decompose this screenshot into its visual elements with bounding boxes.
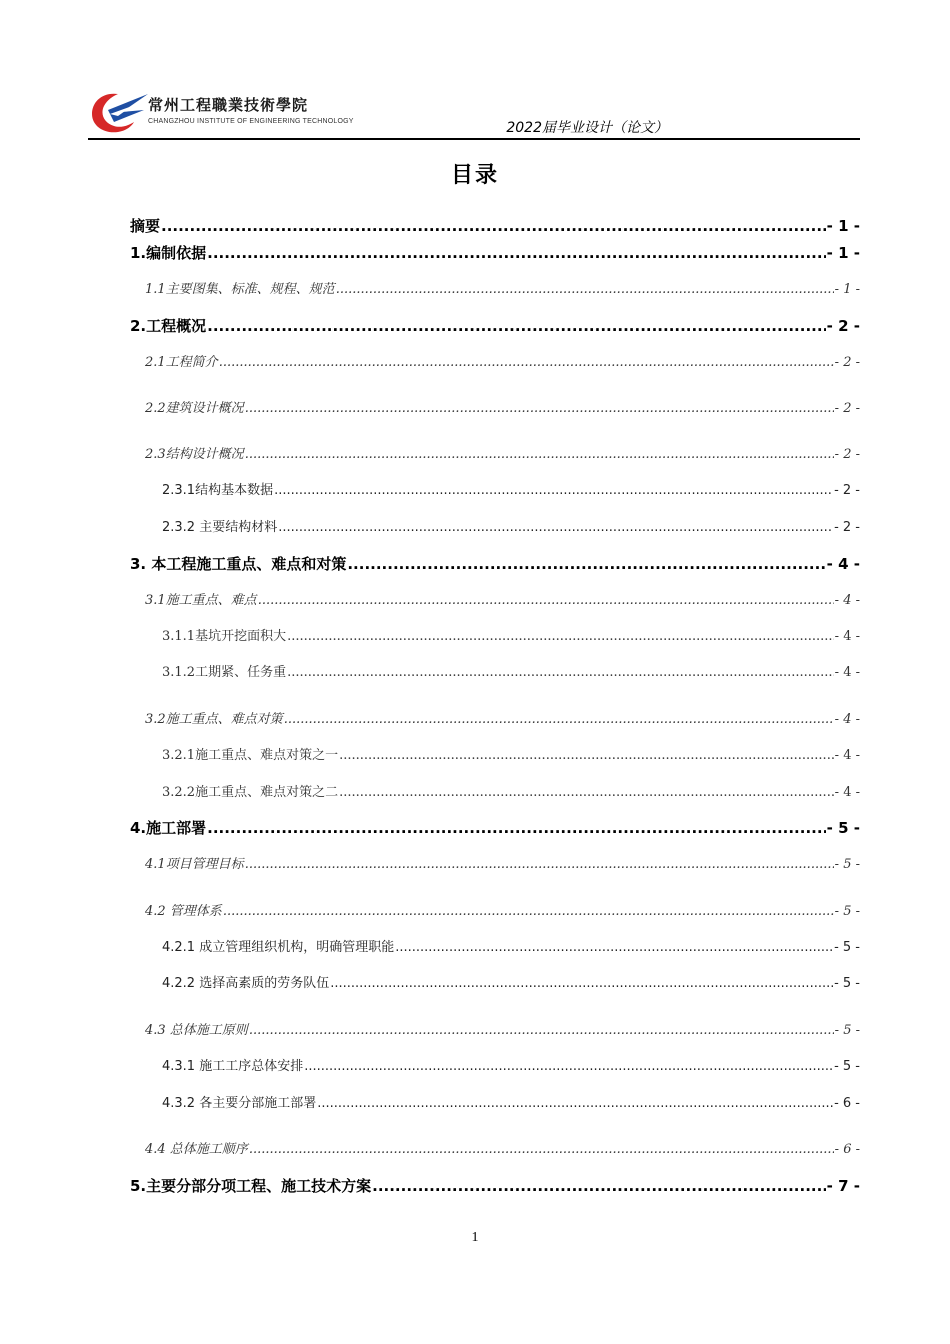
- toc-entry-label: 4.3.2 各主要分部施工部署: [162, 1096, 317, 1111]
- document-label: 2022届毕业设计（论文）: [506, 120, 668, 136]
- toc-entry-label: 1.1主要图集、标准、规程、规范: [145, 282, 335, 297]
- toc-leader-dots: [207, 317, 826, 335]
- toc-leader-dots: [339, 748, 834, 763]
- toc-leader-dots: [249, 1142, 834, 1157]
- toc-entry[interactable]: [145, 853, 860, 872]
- toc-entry[interactable]: [145, 351, 860, 370]
- toc-entry[interactable]: [130, 1175, 860, 1196]
- toc-entry-label: 2.3.2 主要结构材料: [162, 520, 278, 535]
- toc-entry[interactable]: [145, 397, 860, 416]
- toc-entry-page: - 6 -: [834, 1096, 860, 1111]
- toc-entry[interactable]: [145, 443, 860, 462]
- toc-entry-page: - 5 -: [834, 904, 860, 919]
- toc-entry[interactable]: [130, 817, 860, 838]
- school-name-en: CHANGZHOU INSTITUTE OF ENGINEERING TECHNOLOGY: [148, 118, 354, 125]
- toc-leader-dots: [223, 904, 834, 919]
- toc-entry-page: - 2 -: [834, 355, 860, 370]
- toc-leader-dots: [330, 976, 833, 991]
- toc-leader-dots: [284, 712, 834, 727]
- toc-entry[interactable]: [130, 242, 860, 263]
- toc-entry-page: - 6 -: [834, 1142, 860, 1157]
- toc-leader-dots: [339, 785, 834, 800]
- school-name: 常州工程職業技術學院: [148, 96, 309, 114]
- toc-leader-dots: [304, 1059, 833, 1074]
- toc-entry-page: - 4 -: [834, 593, 860, 608]
- toc-entry-label: 5.主要分部分项工程、施工技术方案: [130, 1177, 372, 1195]
- toc-entry[interactable]: [145, 589, 860, 608]
- toc-entry[interactable]: [145, 278, 860, 297]
- toc-leader-dots: [207, 244, 826, 262]
- toc-entry-page: - 2 -: [826, 317, 860, 335]
- toc-entry-label: 2.3结构设计概况: [145, 447, 244, 462]
- toc-entry-label: 1.编制依据: [130, 244, 207, 262]
- toc-entry-label: 4.3 总体施工原则: [145, 1023, 248, 1038]
- toc-entry[interactable]: [162, 744, 860, 763]
- toc-entry-page: - 1 -: [826, 217, 860, 235]
- toc-entry-page: - 4 -: [834, 748, 860, 763]
- toc-entry[interactable]: [162, 516, 860, 535]
- toc-entry-label: 2.工程概况: [130, 317, 207, 335]
- toc-entry-label: 4.1项目管理目标: [145, 857, 244, 872]
- toc-leader-dots: [161, 217, 826, 235]
- toc-entry[interactable]: [145, 708, 860, 727]
- toc-entry-label: 4.2 管理体系: [145, 904, 222, 919]
- toc-entry-label: 4.2.1 成立管理组织机构，明确管理职能: [162, 940, 395, 955]
- toc-entry-page: - 5 -: [834, 1059, 860, 1074]
- toc-leader-dots: [219, 355, 834, 370]
- toc-leader-dots: [249, 1023, 834, 1038]
- toc-leader-dots: [245, 401, 834, 416]
- toc-entry-label: 3.2.2施工重点、难点对策之二: [162, 785, 339, 800]
- toc-leader-dots: [278, 520, 833, 535]
- toc-entry[interactable]: [130, 315, 860, 336]
- toc-entry[interactable]: [162, 1092, 860, 1111]
- toc-leader-dots: [287, 665, 834, 680]
- toc-entry-label: 4.2.2 选择高素质的劳务队伍: [162, 976, 330, 991]
- page-number: 1: [471, 1230, 479, 1245]
- toc-entry-label: 3. 本工程施工重点、难点和对策: [130, 555, 347, 573]
- toc-entry-page: - 4 -: [834, 712, 860, 727]
- toc-entry[interactable]: [162, 625, 860, 644]
- toc-entry-page: - 2 -: [834, 401, 860, 416]
- toc-entry-label: 4.4 总体施工顺序: [145, 1142, 248, 1157]
- toc-entry[interactable]: [162, 479, 860, 498]
- toc-entry-page: - 4 -: [834, 785, 860, 800]
- toc-entry-label: 3.2.1施工重点、难点对策之一: [162, 748, 339, 763]
- toc-entry-label: 2.2建筑设计概况: [145, 401, 244, 416]
- toc-entry-page: - 4 -: [834, 629, 860, 644]
- toc-entry-page: - 7 -: [826, 1177, 860, 1195]
- toc-entry-label: 3.2施工重点、难点对策: [145, 712, 283, 727]
- toc-leader-dots: [347, 555, 825, 573]
- toc-entry-label: 3.1.2工期紧、任务重: [162, 665, 287, 680]
- toc-entry-page: - 5 -: [834, 857, 860, 872]
- toc-entry-label: 摘要: [130, 217, 161, 235]
- toc-leader-dots: [245, 857, 834, 872]
- toc-entry[interactable]: [145, 900, 860, 919]
- toc-entry-page: - 1 -: [826, 244, 860, 262]
- toc-leader-dots: [372, 1177, 826, 1195]
- toc-entry[interactable]: [162, 781, 860, 800]
- toc-entry-page: - 4 -: [834, 665, 860, 680]
- toc-entry[interactable]: [162, 1055, 860, 1074]
- toc-entry-label: 2.3.1结构基本数据: [162, 483, 274, 498]
- toc-title: 目录: [450, 163, 499, 188]
- page-header: [88, 86, 860, 140]
- school-logo-icon: [88, 88, 150, 136]
- toc-leader-dots: [287, 629, 834, 644]
- toc-entry-page: - 5 -: [834, 976, 860, 991]
- toc-entry-label: 4.3.1 施工工序总体安排: [162, 1059, 304, 1074]
- toc-leader-dots: [245, 447, 834, 462]
- toc-entry-label: 3.1施工重点、难点: [145, 593, 257, 608]
- toc-entry-label: 2.1工程简介: [145, 355, 218, 370]
- toc-entry-page: - 2 -: [834, 447, 860, 462]
- toc-entry[interactable]: [130, 553, 860, 574]
- toc-entry-page: - 1 -: [834, 282, 860, 297]
- toc-leader-dots: [258, 593, 834, 608]
- toc-leader-dots: [207, 819, 826, 837]
- toc-entry-page: - 5 -: [826, 819, 860, 837]
- toc-leader-dots: [274, 483, 833, 498]
- toc-entry[interactable]: [145, 1019, 860, 1038]
- toc-entry-page: - 5 -: [834, 1023, 860, 1038]
- toc-entry-page: - 5 -: [834, 940, 860, 955]
- toc-leader-dots: [317, 1096, 833, 1111]
- toc-entry-label: 4.施工部署: [130, 819, 207, 837]
- toc-leader-dots: [336, 282, 834, 297]
- toc-entry[interactable]: [162, 661, 860, 680]
- toc-entry-page: - 2 -: [834, 483, 860, 498]
- toc-entry-page: - 4 -: [826, 555, 860, 573]
- toc-entry[interactable]: [162, 936, 860, 955]
- toc-entry[interactable]: [162, 972, 860, 991]
- toc-leader-dots: [395, 940, 833, 955]
- toc-entry-label: 3.1.1基坑开挖面积大: [162, 629, 287, 644]
- toc-entry-page: - 2 -: [834, 520, 860, 535]
- toc-entry[interactable]: [145, 1138, 860, 1157]
- toc-entry[interactable]: [130, 215, 860, 236]
